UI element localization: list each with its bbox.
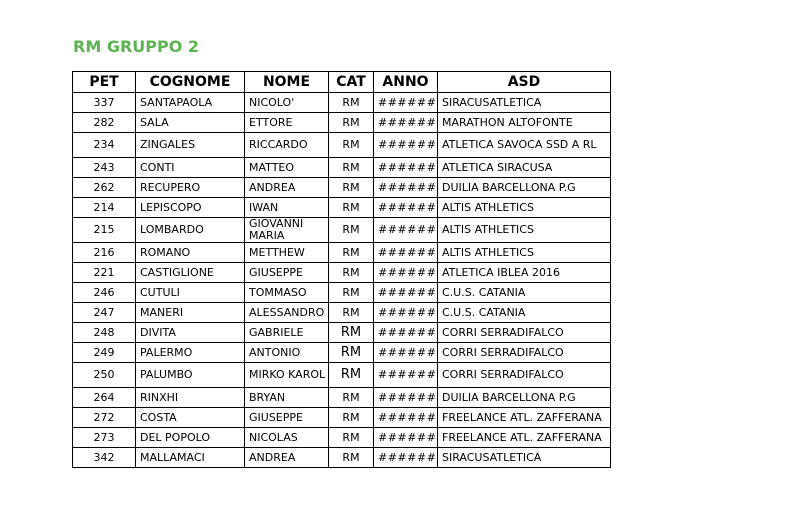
cell-cognome: RECUPERO <box>136 178 245 198</box>
cell-anno: ###### <box>374 178 438 198</box>
table-row <box>73 388 611 408</box>
cell-cognome: CASTIGLIONE <box>136 263 245 283</box>
cell-pet: 247 <box>73 303 136 323</box>
cell-cat: RM <box>329 343 374 363</box>
cell-nome: ALESSANDRO <box>245 303 329 323</box>
cell-nome: MATTEO <box>245 158 329 178</box>
cell-pet: 273 <box>73 428 136 448</box>
cell-anno: ###### <box>374 198 438 218</box>
cell-cognome: DIVITA <box>136 323 245 343</box>
header-cat: CAT <box>329 72 374 93</box>
cell-pet: 243 <box>73 158 136 178</box>
cell-cat: RM <box>329 133 374 158</box>
table-row <box>73 133 611 158</box>
cell-cognome: CUTULI <box>136 283 245 303</box>
cell-nome: ANDREA <box>245 448 329 468</box>
cell-anno: ###### <box>374 428 438 448</box>
cell-cognome: MANERI <box>136 303 245 323</box>
cell-cat: RM <box>329 243 374 263</box>
cell-cognome: COSTA <box>136 408 245 428</box>
cell-anno: ###### <box>374 263 438 283</box>
cell-pet: 246 <box>73 283 136 303</box>
cell-nome: NICOLO' <box>245 93 329 113</box>
cell-pet: 249 <box>73 343 136 363</box>
cell-asd: FREELANCE ATL. ZAFFERANA <box>438 408 611 428</box>
cell-pet: 215 <box>73 218 136 243</box>
cell-asd: ALTIS ATHLETICS <box>438 218 611 243</box>
table-row <box>73 198 611 218</box>
cell-pet: 250 <box>73 363 136 388</box>
cell-cat: RM <box>329 178 374 198</box>
cell-asd: CORRI SERRADIFALCO <box>438 323 611 343</box>
cell-nome: GABRIELE <box>245 323 329 343</box>
cell-anno: ###### <box>374 133 438 158</box>
table-row <box>73 113 611 133</box>
cell-cat: RM <box>329 363 374 388</box>
cell-pet: 272 <box>73 408 136 428</box>
table-row <box>73 303 611 323</box>
cell-nome: ANDREA <box>245 178 329 198</box>
table-row <box>73 323 611 343</box>
cell-nome: TOMMASO <box>245 283 329 303</box>
cell-nome: RICCARDO <box>245 133 329 158</box>
cell-anno: ###### <box>374 388 438 408</box>
cell-anno: ###### <box>374 113 438 133</box>
cell-anno: ###### <box>374 243 438 263</box>
cell-anno: ###### <box>374 283 438 303</box>
cell-asd: SIRACUSATLETICA <box>438 93 611 113</box>
cell-asd: CORRI SERRADIFALCO <box>438 343 611 363</box>
table-row <box>73 243 611 263</box>
cell-cat: RM <box>329 93 374 113</box>
cell-asd: ALTIS ATHLETICS <box>438 243 611 263</box>
cell-cognome: MALLAMACI <box>136 448 245 468</box>
cell-pet: 264 <box>73 388 136 408</box>
cell-pet: 282 <box>73 113 136 133</box>
table-row <box>73 283 611 303</box>
cell-cognome: SANTAPAOLA <box>136 93 245 113</box>
table-row <box>73 428 611 448</box>
cell-anno: ###### <box>374 448 438 468</box>
cell-anno: ###### <box>374 303 438 323</box>
cell-pet: 248 <box>73 323 136 343</box>
cell-cognome: LOMBARDO <box>136 218 245 243</box>
cell-pet: 262 <box>73 178 136 198</box>
cell-cat: RM <box>329 388 374 408</box>
cell-asd: ATLETICA SAVOCA SSD A RL <box>438 133 611 158</box>
cell-cat: RM <box>329 263 374 283</box>
cell-cognome: PALUMBO <box>136 363 245 388</box>
cell-cognome: RINXHI <box>136 388 245 408</box>
cell-anno: ###### <box>374 363 438 388</box>
cell-nome: ANTONIO <box>245 343 329 363</box>
cell-pet: 342 <box>73 448 136 468</box>
cell-anno: ###### <box>374 218 438 243</box>
cell-anno: ###### <box>374 158 438 178</box>
table-row <box>73 363 611 388</box>
cell-asd: ATLETICA SIRACUSA <box>438 158 611 178</box>
cell-nome: GIUSEPPE <box>245 408 329 428</box>
cell-cat: RM <box>329 198 374 218</box>
cell-cognome: PALERMO <box>136 343 245 363</box>
cell-nome: ETTORE <box>245 113 329 133</box>
table-row <box>73 158 611 178</box>
cell-nome: IWAN <box>245 198 329 218</box>
cell-cat: RM <box>329 428 374 448</box>
table-header-row <box>73 72 611 93</box>
page-title: RM GRUPPO 2 <box>73 37 200 56</box>
cell-asd: MARATHON ALTOFONTE <box>438 113 611 133</box>
cell-cat: RM <box>329 408 374 428</box>
cell-cognome: DEL POPOLO <box>136 428 245 448</box>
table-row <box>73 178 611 198</box>
header-nome: NOME <box>245 72 329 93</box>
cell-cat: RM <box>329 283 374 303</box>
cell-cognome: CONTI <box>136 158 245 178</box>
table-row <box>73 408 611 428</box>
cell-cat: RM <box>329 303 374 323</box>
cell-asd: ATLETICA IBLEA 2016 <box>438 263 611 283</box>
cell-anno: ###### <box>374 408 438 428</box>
cell-cognome: ROMANO <box>136 243 245 263</box>
table-row <box>73 263 611 283</box>
cell-nome: NICOLAS <box>245 428 329 448</box>
cell-cognome: LEPISCOPO <box>136 198 245 218</box>
cell-asd: ALTIS ATHLETICS <box>438 198 611 218</box>
cell-nome: METTHEW <box>245 243 329 263</box>
header-cognome: COGNOME <box>136 72 245 93</box>
cell-anno: ###### <box>374 93 438 113</box>
cell-nome: GIUSEPPE <box>245 263 329 283</box>
cell-pet: 234 <box>73 133 136 158</box>
cell-cat: RM <box>329 113 374 133</box>
header-anno: ANNO <box>374 72 438 93</box>
cell-cat: RM <box>329 448 374 468</box>
cell-pet: 216 <box>73 243 136 263</box>
cell-nome: GIOVANNI MARIA <box>245 218 329 243</box>
table-row <box>73 218 611 243</box>
cell-cognome: SALA <box>136 113 245 133</box>
header-asd: ASD <box>438 72 611 93</box>
cell-asd: DUILIA BARCELLONA P.G <box>438 178 611 198</box>
table-body <box>73 93 611 468</box>
cell-anno: ###### <box>374 343 438 363</box>
cell-asd: DUILIA BARCELLONA P.G <box>438 388 611 408</box>
cell-asd: CORRI SERRADIFALCO <box>438 363 611 388</box>
cell-cat: RM <box>329 158 374 178</box>
cell-cognome: ZINGALES <box>136 133 245 158</box>
cell-pet: 214 <box>73 198 136 218</box>
results-table <box>72 71 611 468</box>
cell-asd: SIRACUSATLETICA <box>438 448 611 468</box>
table-row <box>73 343 611 363</box>
cell-nome: MIRKO KAROL <box>245 363 329 388</box>
cell-nome: BRYAN <box>245 388 329 408</box>
cell-pet: 221 <box>73 263 136 283</box>
table-row <box>73 93 611 113</box>
cell-asd: FREELANCE ATL. ZAFFERANA <box>438 428 611 448</box>
header-pet: PET <box>73 72 136 93</box>
cell-anno: ###### <box>374 323 438 343</box>
cell-cat: RM <box>329 218 374 243</box>
cell-cat: RM <box>329 323 374 343</box>
table-row <box>73 448 611 468</box>
cell-asd: C.U.S. CATANIA <box>438 283 611 303</box>
cell-asd: C.U.S. CATANIA <box>438 303 611 323</box>
cell-pet: 337 <box>73 93 136 113</box>
